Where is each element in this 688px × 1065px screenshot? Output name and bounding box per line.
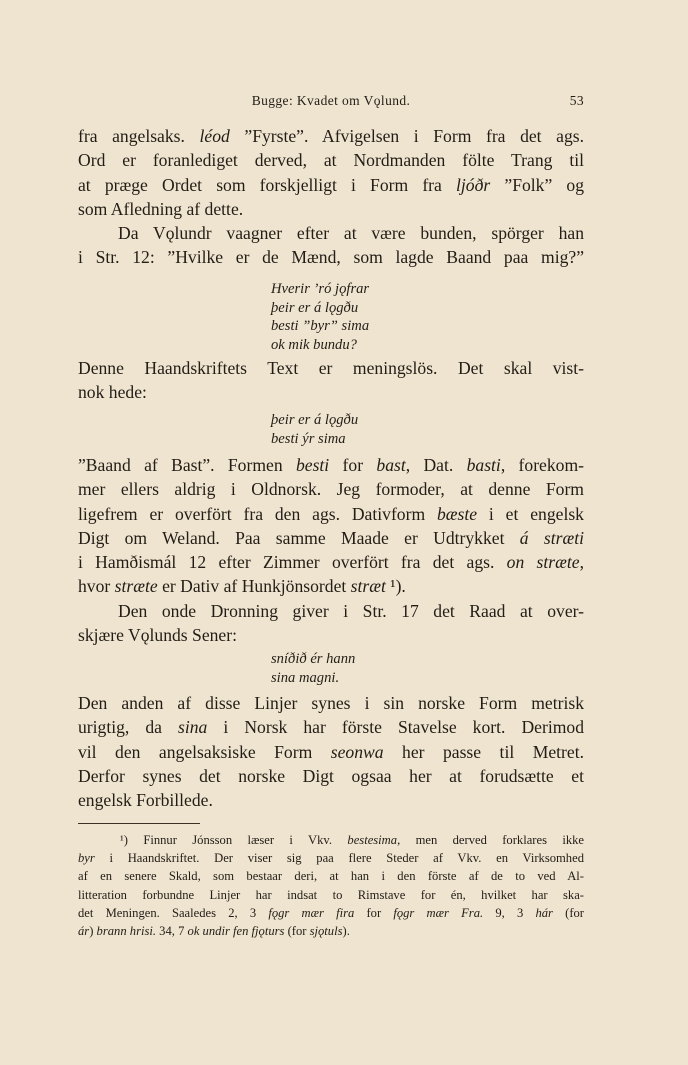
text-run: (for [552, 905, 584, 920]
text-run: Da Vǫlundr vaagner efter at være bunden, spörger han [118, 223, 584, 244]
text-run: urigtig, da [78, 717, 179, 738]
text-run: i et engelsk [477, 503, 584, 524]
text-run: ) [89, 924, 97, 939]
text-run: ligefrem er overfört fra den ags. Dativform [78, 503, 437, 524]
footnote-line [78, 886, 584, 904]
italic-run: seonwa [330, 741, 384, 762]
verse-line: besti ýr sima [271, 430, 346, 447]
text-line [78, 788, 584, 812]
text-line [78, 380, 584, 404]
text-run: (for [284, 924, 310, 939]
verse-line: þeir er á lǫgðu [271, 412, 359, 428]
italic-run: on stræte [506, 552, 580, 573]
text-run: i Haandskriftet. Der viser sig paa flere Steder af Vkv. en Virksomhed [94, 851, 584, 866]
paragraph-2 [78, 356, 584, 405]
verse-line: Hverir ’ró jǫfrar [271, 281, 370, 297]
text-run: for [354, 905, 394, 920]
verse-line: sníðið ér hann [271, 651, 356, 667]
text-line [78, 148, 584, 172]
text-run: som Afledning af dette. [78, 198, 244, 219]
text-line [78, 502, 584, 526]
text-run: fra angelsaks. [78, 126, 200, 146]
italic-run: ljóðr [456, 174, 491, 195]
page-number: 53 [569, 93, 584, 108]
text-run: vil den angelsaksiske Form [78, 741, 331, 762]
text-run: nok hede: [78, 382, 147, 403]
text-line [78, 453, 584, 477]
italic-run: fǫgr mær fira [268, 905, 355, 920]
italic-run: brann hrisi. [96, 924, 157, 939]
italic-run: byr [78, 851, 95, 866]
footnote-line [78, 831, 584, 849]
italic-run: ok undir fen fjǫturs [187, 924, 285, 939]
verse-quote-2 [271, 411, 358, 448]
text-run: det Meningen. Saaledes 2, 3 [78, 905, 269, 920]
text-run: engelsk Forbillede. [78, 790, 213, 811]
italic-run: bast [376, 455, 406, 475]
text-run: ). [342, 924, 350, 939]
italic-run: sina [178, 717, 208, 738]
text-run: skjære Vǫlunds Sener: [78, 625, 237, 646]
text-line [78, 764, 584, 788]
text-run: af en senere Skald, som bestaar deri, at han i den förste af de to ved Al- [78, 869, 584, 884]
text-line [78, 173, 584, 197]
italic-run: basti [466, 455, 501, 475]
text-run: Derfor synes det norske Digt ogsaa her at forudsætte et [78, 765, 584, 786]
italic-run: stræt [350, 576, 386, 597]
text-run: Den anden af disse Linjer synes i sin norske Form metrisk [78, 693, 584, 713]
text-run: Denne Haandskriftets Text er meningslös. Det skal vist- [78, 358, 584, 378]
text-run: ”Folk” og [490, 174, 585, 195]
text-run: at præge Ordet som forskjelligt i Form fra [78, 174, 457, 195]
italic-run: fǫgr mær Fra. [393, 905, 484, 920]
text-run: for [329, 455, 377, 475]
text-run: i Norsk har förste Stavelse kort. Derimod [207, 717, 584, 738]
verse-line: þeir er á lǫgðu [271, 299, 359, 316]
text-run: Digt om Weland. Paa samme Maade er Udtrykket [78, 527, 520, 548]
footnote-line [78, 904, 584, 922]
verse-quote-3 [271, 650, 355, 687]
text-run: , [579, 552, 584, 573]
italic-run: hár [535, 905, 553, 920]
text-run: men derved forklares ikke [400, 833, 584, 847]
text-run: Ord er foranlediget derved, at Nordmanden fölte Trang til [78, 150, 584, 171]
footnote-divider [78, 823, 200, 824]
paragraph-1 [78, 124, 584, 270]
text-line [78, 124, 584, 148]
text-line [78, 221, 584, 245]
italic-run: sjǫtuls [309, 924, 343, 939]
text-line [78, 526, 584, 550]
footnote-line [78, 867, 584, 885]
text-line [78, 599, 584, 623]
paragraph-4 [78, 691, 584, 812]
italic-run: á stræti [519, 527, 585, 548]
text-run: ¹). [385, 576, 406, 597]
italic-run: ár [78, 924, 90, 939]
text-run: , Dat. [405, 455, 467, 475]
footnote [78, 831, 584, 940]
text-line [78, 477, 584, 501]
text-run: litteration forbundne Linjer har indsat to Rimstave for én, hvilket har ska- [78, 887, 584, 902]
text-line [78, 715, 584, 739]
text-run: i Hamðismál 12 efter Zimmer overfört fra det ags. [78, 552, 507, 573]
italic-run: bæste [437, 503, 478, 524]
italic-run: léod [199, 126, 230, 146]
text-line [78, 550, 584, 574]
italic-run: stræte [114, 576, 158, 597]
running-title: Bugge: Kvadet om Vǫlund. [251, 93, 411, 108]
verse-line: sina magni. [271, 669, 340, 686]
footnote-line [78, 849, 584, 867]
text-run: er Dativ af Hunkjönsordet [157, 576, 351, 597]
paragraph-3 [78, 453, 584, 647]
verse-line: besti ”byr” sima [271, 318, 370, 335]
text-line [78, 197, 584, 221]
text-line [78, 356, 584, 380]
text-line [78, 574, 584, 598]
verse-quote-1 [271, 280, 369, 354]
text-run: hvor [78, 576, 115, 597]
text-line [78, 740, 584, 764]
italic-run: besti [295, 455, 330, 475]
text-run: ”Baand af Bast”. Formen [78, 455, 296, 475]
text-line [78, 245, 584, 269]
text-line [78, 623, 584, 647]
text-run: i Str. 12: ”Hvilke er de Mænd, som lagde Baand paa mig?” [78, 247, 584, 268]
footnote-line [78, 922, 584, 940]
italic-run: bestesima, [347, 833, 401, 847]
text-run: Den onde Dronning giver i Str. 17 det Raad at over- [118, 600, 584, 621]
text-run: ¹) Finnur Jónsson læser i Vkv. [120, 833, 348, 847]
text-run: mer ellers aldrig i Oldnorsk. Jeg formoder, at denne Form [78, 479, 584, 500]
text-run: ”Fyrste”. Afvigelsen i Form fra det ags. [229, 126, 584, 146]
text-run: her passe til Metret. [383, 741, 584, 762]
text-run: , forekom- [500, 455, 585, 475]
text-line [78, 691, 584, 715]
text-run: 34, 7 [156, 924, 188, 939]
verse-line: ok mik bundu? [271, 336, 357, 353]
text-run: 9, 3 [483, 905, 536, 920]
